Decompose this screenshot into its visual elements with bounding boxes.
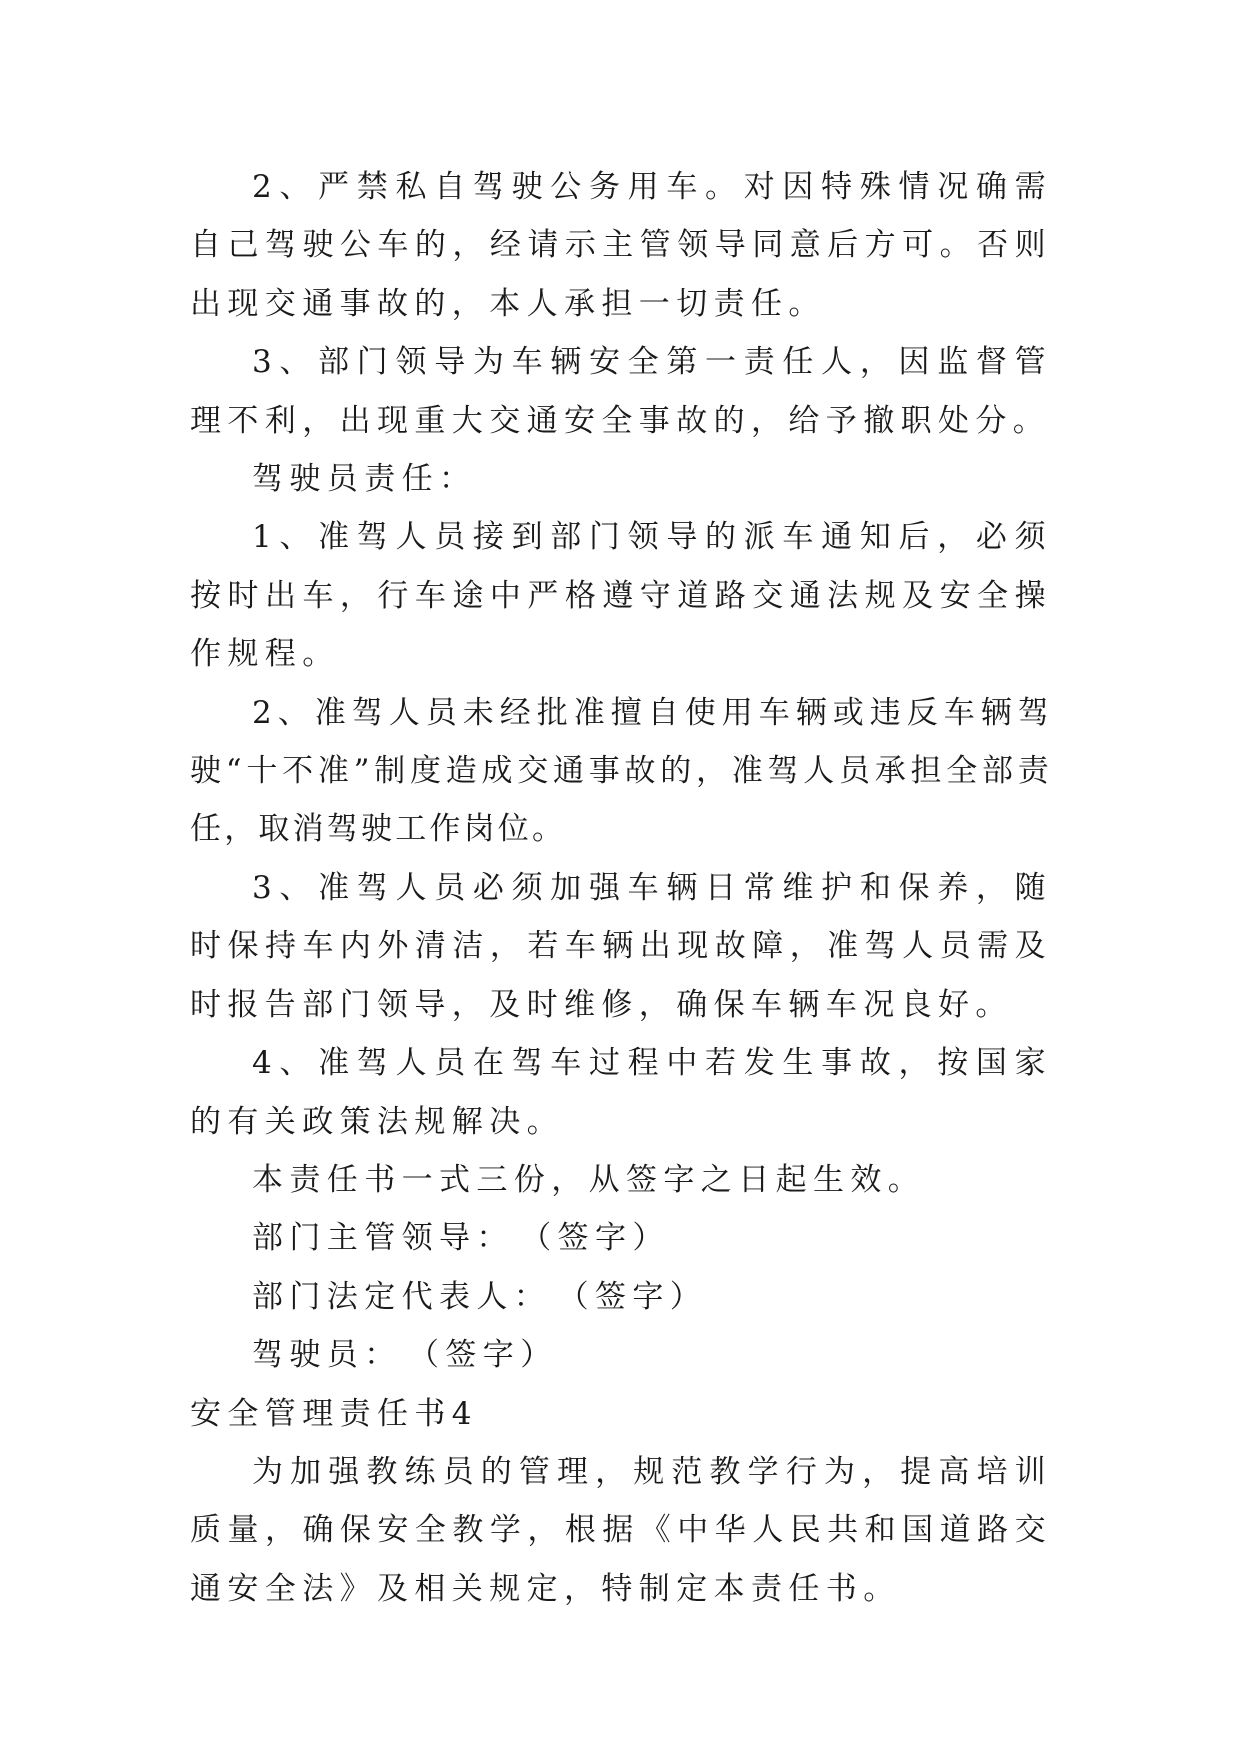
paragraph-driver-duty-4: 4、准驾人员在驾车过程中若发生事故，按国家的有关政策法规解决。 (190, 1045, 1052, 1140)
paragraph-validity: 本责任书一式三份，从签字之日起生效。 (252, 1161, 926, 1198)
signature-line-legal-rep: 部门法定代表人： （签字） (252, 1278, 708, 1315)
paragraph-driver-duty-2: 2、准驾人员未经批准擅自使用车辆或违反车辆驾驶“十不准”制度造成交通事故的，准驾人员承担全部责任，取消驾驶工作岗位。 (190, 694, 1052, 848)
signature-line-dept-leader: 部门主管领导： （签字） (252, 1220, 670, 1257)
document-title-section-4: 安全管理责任书4 (190, 1395, 478, 1432)
paragraph-instructor-intro: 为加强教练员的管理，规范教学行为，提高培训质量，确保安全教学，根据《中华人民共和国道路交通安全法》及相关规定，特制定本责任书。 (190, 1453, 1052, 1607)
paragraph-driver-duty-1: 1、准驾人员接到部门领导的派车通知后，必须按时出车，行车途中严格遵守道路交通法规及安全操作规程。 (190, 519, 1052, 673)
section-heading-driver-duty: 驾驶员责任： (252, 461, 477, 498)
document-body (190, 158, 1052, 1618)
paragraph-private-driving-ban: 2、严禁私自驾驶公务用车。对因特殊情况确需自己驾驶公车的，经请示主管领导同意后方可。否则出现交通事故的，本人承担一切责任。 (190, 169, 1052, 322)
paragraph-department-leader-duty: 3、部门领导为车辆安全第一责任人，因监督管理不利，出现重大交通安全事故的，给予撤职处分。 (190, 344, 1052, 439)
paragraph-driver-duty-3: 3、准驾人员必须加强车辆日常维护和保养，随时保持车内外清洁，若车辆出现故障，准驾人员需及时报告部门领导，及时维修，确保车辆车况良好。 (190, 869, 1052, 1023)
signature-line-driver: 驾驶员： （签字） (252, 1337, 558, 1374)
